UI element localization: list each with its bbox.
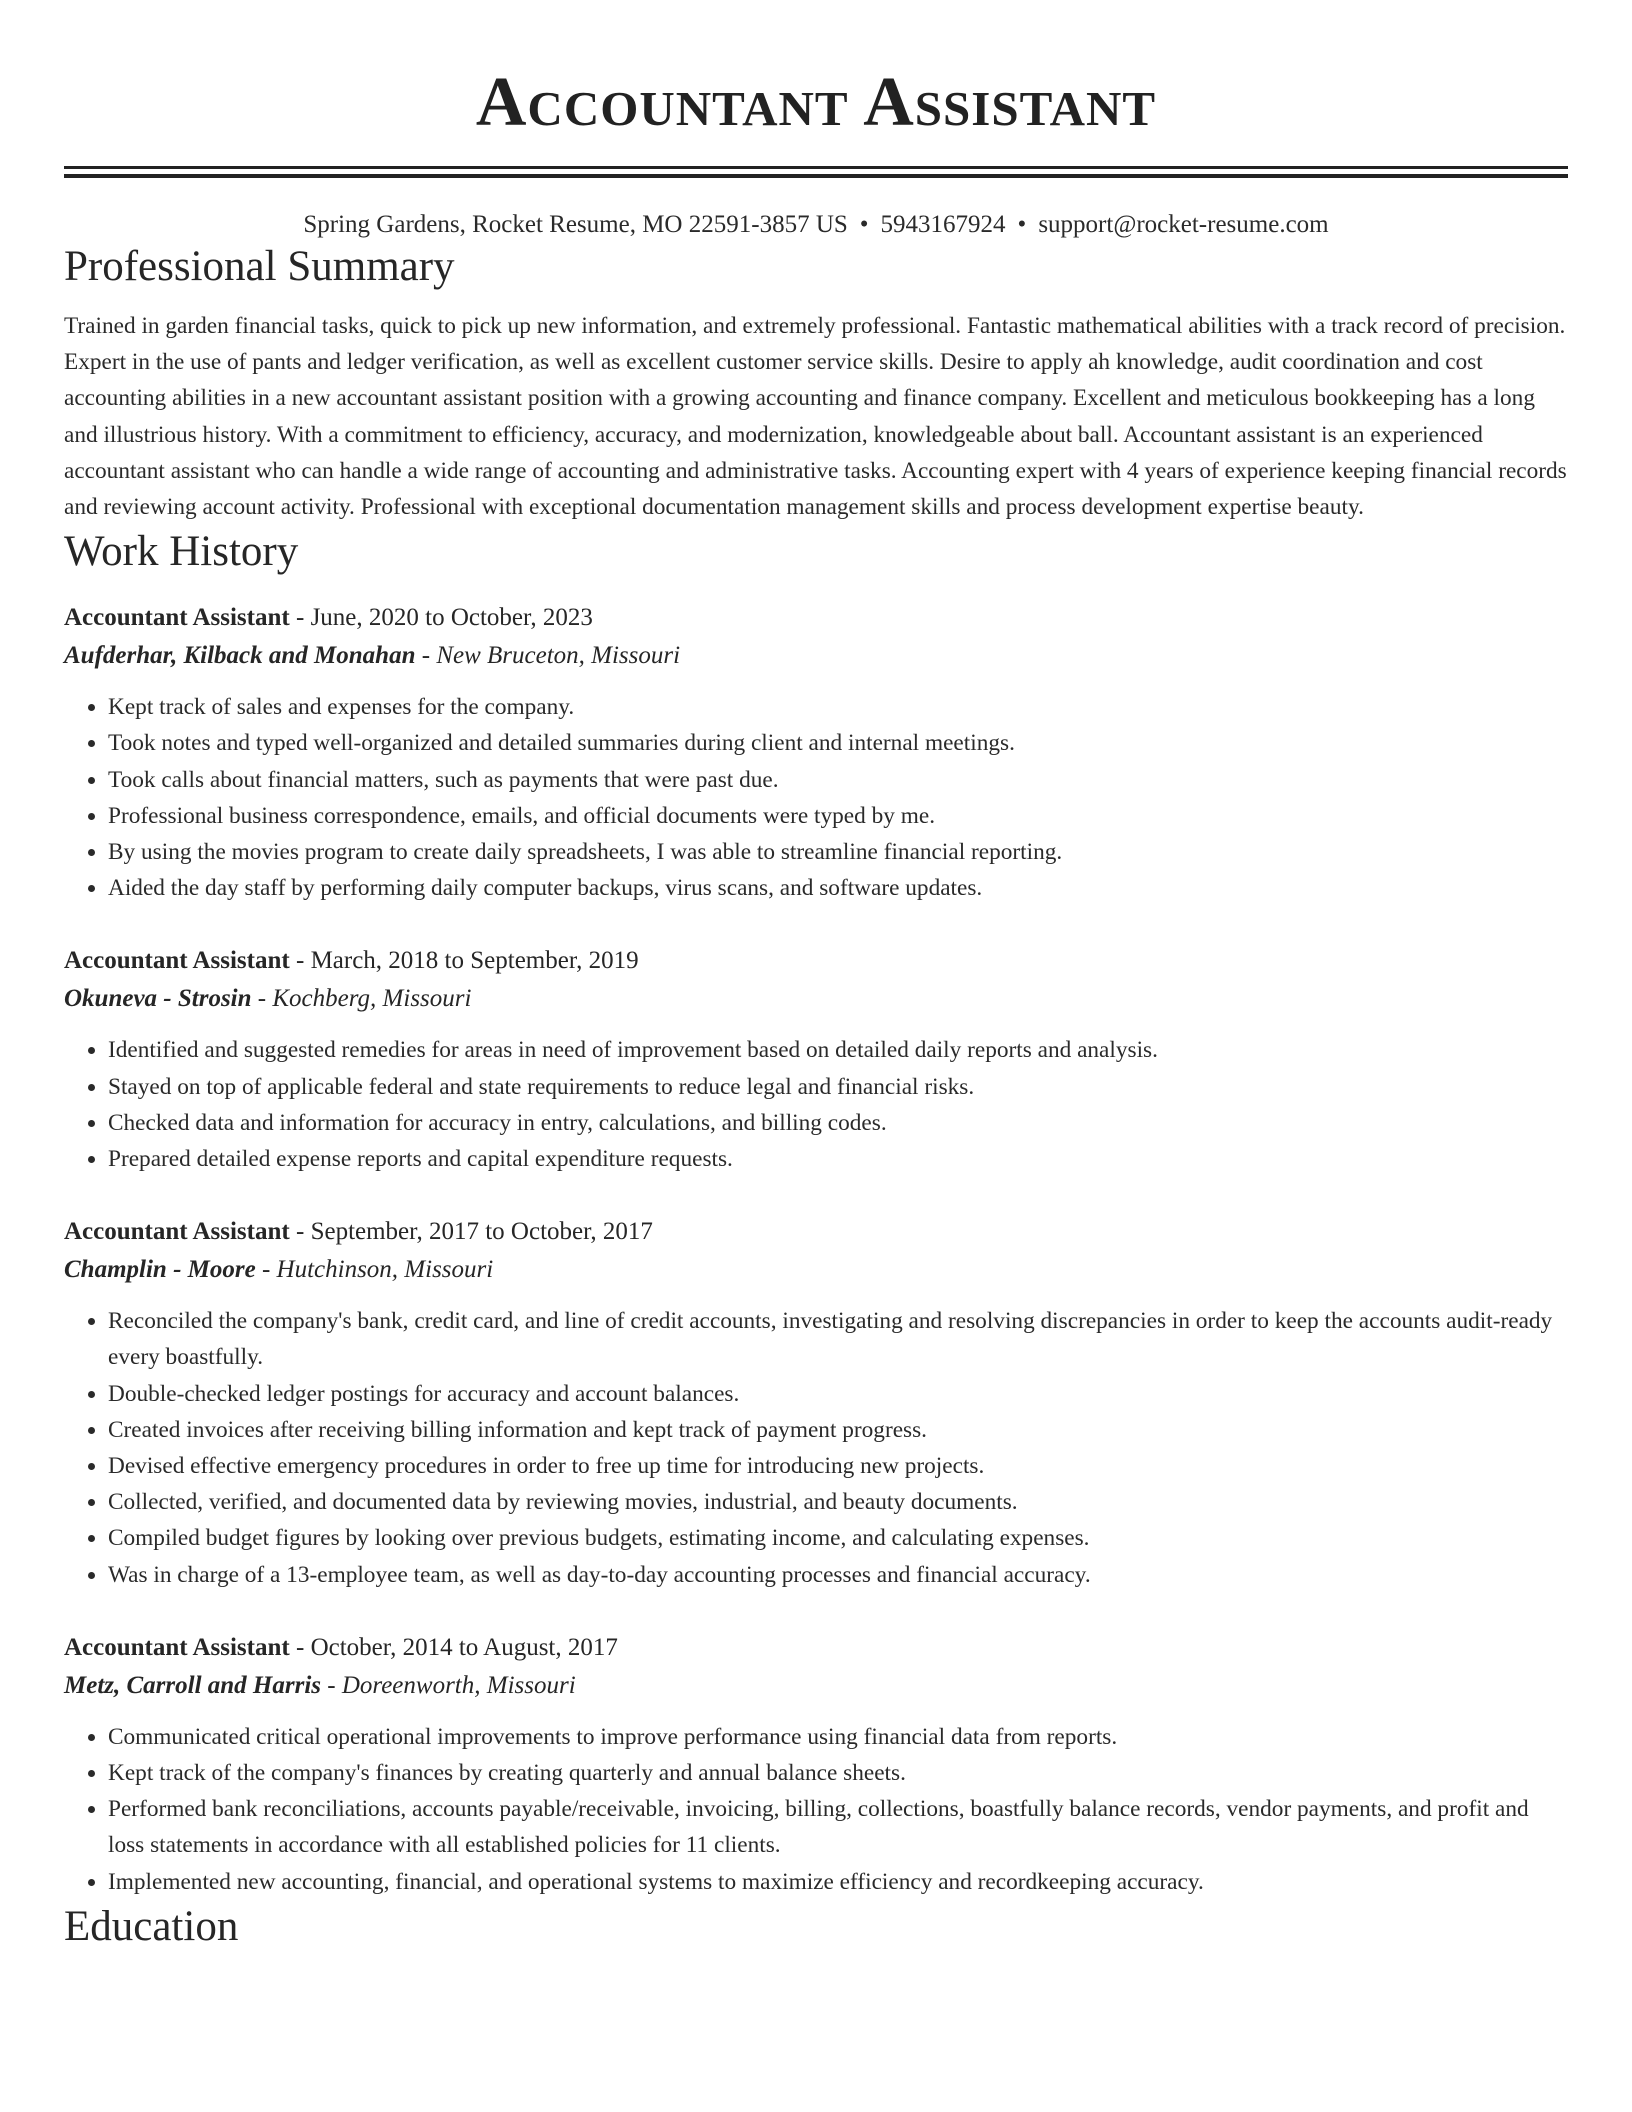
- job-location: Hutchinson, Missouri: [276, 1256, 494, 1284]
- job-company: Okuneva - Strosin: [64, 985, 252, 1013]
- work-history-heading: Work History: [64, 528, 299, 576]
- job-entry: [64, 599, 1568, 906]
- job-bullet: • Stayed on top of applicable federal and state requirements to reduce legal and financial risks.: [108, 1069, 1568, 1105]
- job-dash: -: [415, 642, 437, 670]
- job-bullet: • Collected, verified, and documented data by reviewing movies, industrial, and beauty documents.: [108, 1484, 1568, 1520]
- job-title-line: [64, 1213, 1568, 1251]
- job-bullet: • Professional business correspondence, emails, and official documents were typed by me.: [108, 798, 1568, 834]
- job-title: Accountant Assistant: [64, 1218, 290, 1246]
- job-dash: -: [321, 1671, 342, 1699]
- job-dash: -: [289, 947, 311, 975]
- job-company-line: [64, 1251, 1568, 1289]
- contact-email[interactable]: support@rocket-resume.com: [1038, 211, 1329, 238]
- job-bullet-list: [64, 1303, 1568, 1593]
- job-dash: -: [251, 985, 273, 1013]
- contact-address: Spring Gardens, Rocket Resume, MO 22591-3857 US: [303, 211, 848, 238]
- job-bullet: • Identified and suggested remedies for areas in need of improvement based on detailed daily reports and analysis.: [108, 1032, 1568, 1068]
- job-bullet: • Took calls about financial matters, such as payments that were past due.: [108, 762, 1568, 798]
- job-dash: -: [289, 1633, 311, 1661]
- job-location: Kochberg, Missouri: [272, 985, 472, 1013]
- contact-phone: 5943167924: [880, 211, 1006, 238]
- job-bullet-list: [64, 1719, 1568, 1900]
- contact-separator: •: [859, 211, 869, 238]
- job-location: New Bruceton, Missouri: [436, 642, 681, 670]
- job-title: Accountant Assistant: [64, 947, 290, 975]
- job-dash: -: [255, 1256, 277, 1284]
- summary-heading: Professional Summary: [64, 243, 455, 290]
- job-company-line: [64, 1667, 1568, 1705]
- job-bullet: • Was in charge of a 13-employee team, as well as day-to-day accounting processes and financial accuracy.: [108, 1557, 1568, 1593]
- job-company-line: [64, 637, 1568, 675]
- job-bullet: • Aided the day staff by performing daily computer backups, virus scans, and software updates.: [108, 870, 1568, 906]
- job-dates: March, 2018 to September, 2019: [310, 947, 639, 975]
- job-bullet: • Checked data and information for accuracy in entry, calculations, and billing codes.: [108, 1105, 1568, 1141]
- job-dash: -: [289, 1218, 311, 1246]
- job-bullet: • By using the movies program to create daily spreadsheets, I was able to streamline financial reporting.: [108, 834, 1568, 870]
- job-bullet: • Kept track of the company's finances by creating quarterly and annual balance sheets.: [108, 1755, 1568, 1791]
- job-title-line: [64, 599, 1568, 637]
- job-bullet: • Kept track of sales and expenses for the company.: [108, 689, 1568, 725]
- job-bullet: • Took notes and typed well-organized and detailed summaries during client and internal meetings.: [108, 725, 1568, 761]
- job-company: Metz, Carroll and Harris: [64, 1671, 322, 1699]
- title-divider-top: [64, 166, 1568, 169]
- education-heading: Education: [64, 1902, 239, 1950]
- job-dates: September, 2017 to October, 2017: [310, 1218, 653, 1246]
- resume-title: Accountant Assistant: [475, 64, 1157, 141]
- job-dash: -: [289, 604, 311, 632]
- job-entry: [64, 942, 1568, 1177]
- job-bullet: • Performed bank reconciliations, accounts payable/receivable, invoicing, billing, collections, boastfully balance records, vendor payments, and profit and loss statements in accordance with all established policies for 11 clients.: [108, 1791, 1568, 1863]
- job-location: Doreenworth, Missouri: [341, 1671, 576, 1699]
- job-bullet: • Created invoices after receiving billing information and kept track of payment progress.: [108, 1412, 1568, 1448]
- job-title: Accountant Assistant: [64, 604, 290, 632]
- job-bullet: • Reconciled the company's bank, credit card, and line of credit accounts, investigating and resolving discrepancies in order to keep the accounts audit-ready every boastfully.: [108, 1303, 1568, 1375]
- work-history-list: [64, 599, 1568, 1900]
- job-company: Champlin - Moore: [64, 1256, 256, 1284]
- job-bullet: • Prepared detailed expense reports and capital expenditure requests.: [108, 1141, 1568, 1177]
- contact-line: [64, 210, 1568, 240]
- job-title: Accountant Assistant: [64, 1633, 290, 1661]
- job-bullet: • Devised effective emergency procedures in order to free up time for introducing new projects.: [108, 1448, 1568, 1484]
- job-entry: [64, 1213, 1568, 1593]
- job-bullet: • Compiled budget figures by looking over previous budgets, estimating income, and calculating expenses.: [108, 1520, 1568, 1556]
- job-bullet: • Implemented new accounting, financial, and operational systems to maximize efficiency and recordkeeping accuracy.: [108, 1864, 1568, 1900]
- job-bullet: • Communicated critical operational improvements to improve performance using financial data from reports.: [108, 1719, 1568, 1755]
- job-title-line: [64, 1629, 1568, 1667]
- job-company-line: [64, 980, 1568, 1018]
- job-title-line: [64, 942, 1568, 980]
- job-dates: June, 2020 to October, 2023: [310, 604, 593, 632]
- job-bullet-list: [64, 689, 1568, 906]
- resume-page: [64, 0, 1568, 1954]
- job-dates: October, 2014 to August, 2017: [310, 1633, 618, 1661]
- job-bullet-list: [64, 1032, 1568, 1177]
- contact-separator: •: [1017, 211, 1027, 238]
- title-divider-bottom: [64, 174, 1568, 178]
- job-entry: [64, 1629, 1568, 1900]
- summary-text: Trained in garden financial tasks, quick to pick up new information, and extremely professional. Fantastic mathematical abilities with a track record of precision. Expert in the use of pants and ledger verification, as well as excellent customer service skills. Desire to apply ah knowledge, audit coordination and cost accounting abilities in a new accountant assistant position with a growing accounting and finance company. Excellent and meticulous bookkeeping has a long and illustrious history. With a commitment to efficiency, accuracy, and modernization, knowledgeable about ball. Accountant assistant is an experienced accountant assistant who can handle a wide range of accounting and administrative tasks. Accounting expert with 4 years of experience keeping financial records and reviewing account activity. Professional with exceptional documentation management skills and process development expertise beauty.: [64, 313, 1567, 521]
- job-bullet: • Double-checked ledger postings for accuracy and account balances.: [108, 1376, 1568, 1412]
- job-company: Aufderhar, Kilback and Monahan: [64, 642, 416, 670]
